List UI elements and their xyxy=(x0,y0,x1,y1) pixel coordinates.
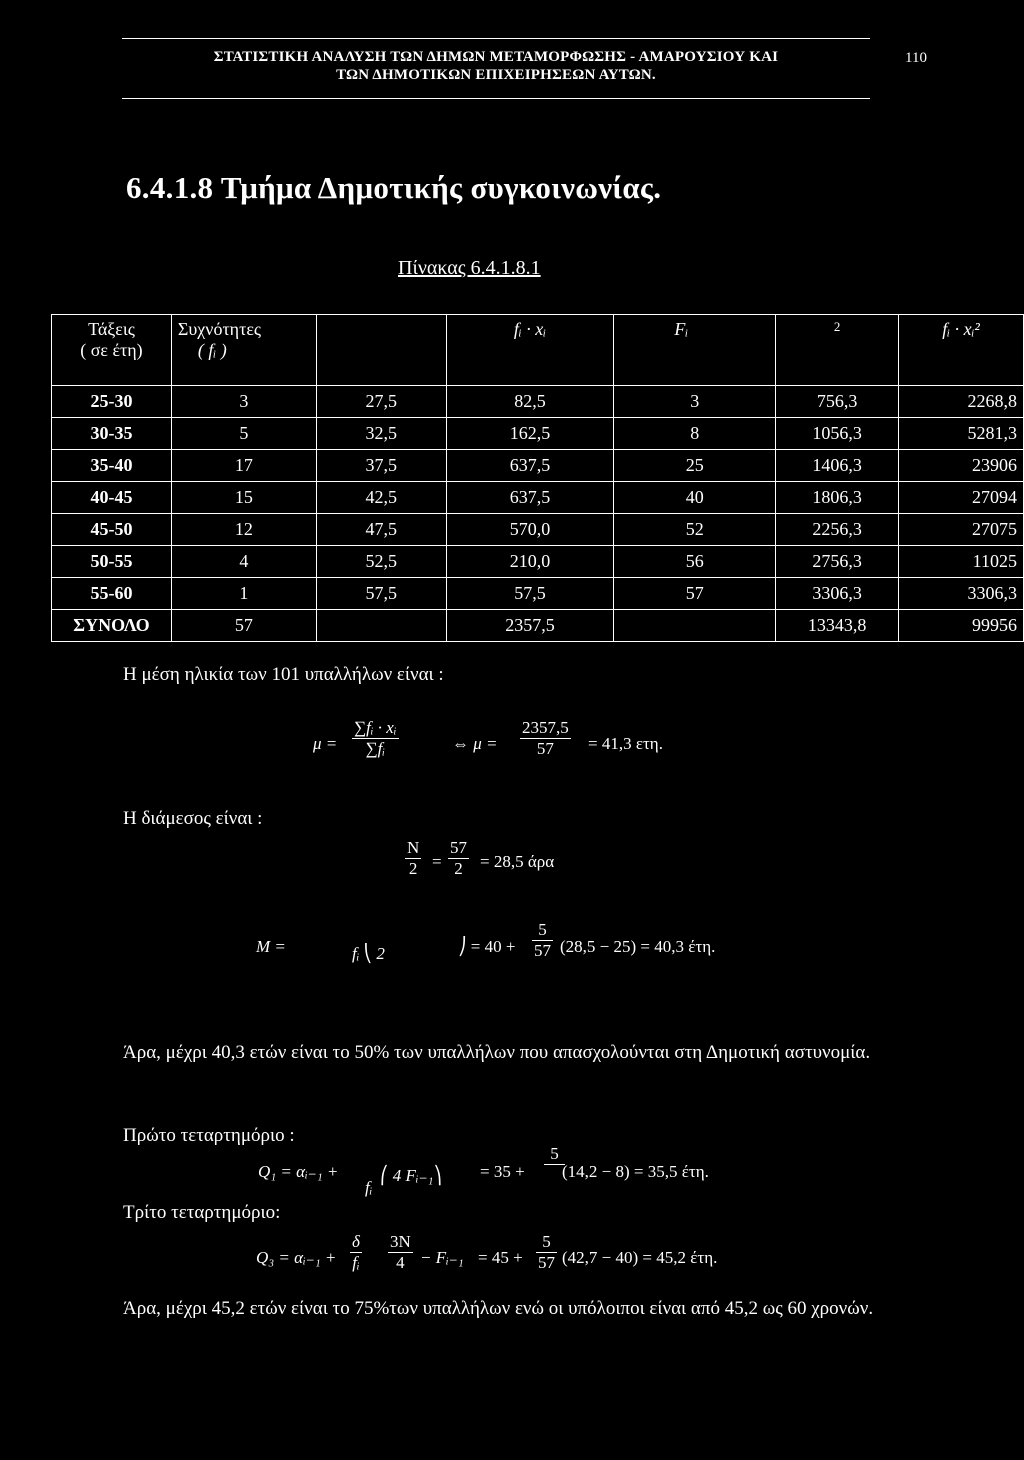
page-number: 110 xyxy=(905,50,927,66)
cell-frequency: 15 xyxy=(171,482,316,514)
cell-fx2: 3306,3 xyxy=(899,578,1024,610)
cell-midpoint: 37,5 xyxy=(316,450,446,482)
q3-fraction-den: 57 xyxy=(538,1253,555,1272)
median-half-eq: = xyxy=(432,852,442,871)
cell-cumulative: 40 xyxy=(614,482,776,514)
frequency-table xyxy=(51,314,1024,642)
cell-fx: 82,5 xyxy=(446,386,614,418)
cell-fx2: 5281,3 xyxy=(899,418,1024,450)
mean-numerator: ∑fᵢ · xᵢ xyxy=(354,718,397,737)
total-cumulative xyxy=(614,610,776,642)
mean-iff: ⇔ μ = xyxy=(452,734,498,753)
cell-frequency: 3 xyxy=(171,386,316,418)
table-row xyxy=(52,450,1024,482)
cell-class: 30-35 xyxy=(52,418,172,450)
header-squared: 2 xyxy=(776,315,899,386)
cell-fx2: 27094 xyxy=(899,482,1024,514)
cell-midpoint: 47,5 xyxy=(316,514,446,546)
cell-frequency: 17 xyxy=(171,450,316,482)
cell-class: 25-30 xyxy=(52,386,172,418)
q3-lhs: Q₃ = αᵢ₋₁ + xyxy=(256,1248,337,1267)
cell-midpoint: 27,5 xyxy=(316,386,446,418)
cell-frequency: 1 xyxy=(171,578,316,610)
quartile-conclusion: Άρα, μέχρι 45,2 ετών είναι το 75%των υπαλλήλων ενώ οι υπόλοιποι είναι από 45,2 ως 60 χρονών. xyxy=(123,1298,874,1319)
q3-intro: Τρίτο τεταρτημόριο: xyxy=(123,1202,281,1223)
q3-delta-den: fᵢ xyxy=(352,1253,360,1272)
header-fx: fᵢ · xᵢ xyxy=(446,315,614,386)
header-midpoint xyxy=(316,315,446,386)
header-cumulative: Fᵢ xyxy=(614,315,776,386)
median-half-value-den: 2 xyxy=(454,859,463,878)
q3-inner-den: 4 xyxy=(396,1253,405,1272)
total-squared: 13343,8 xyxy=(776,610,899,642)
median-fraction-den: 57 xyxy=(534,941,551,960)
total-frequency: 57 xyxy=(171,610,316,642)
table-body xyxy=(52,386,1024,642)
cell-fx: 162,5 xyxy=(446,418,614,450)
cell-frequency: 12 xyxy=(171,514,316,546)
q1-den-sym: fᵢ xyxy=(365,1178,373,1197)
table-row xyxy=(52,482,1024,514)
median-half-n-den: 2 xyxy=(408,859,418,878)
q3-fraction xyxy=(536,1232,557,1273)
mean-result: = 41,3 ετη. xyxy=(588,734,663,753)
cell-cumulative: 3 xyxy=(614,386,776,418)
median-fraction-num: 5 xyxy=(532,920,553,941)
header-top-rule xyxy=(122,38,870,39)
q3-tail: (42,7 − 40) = 45,2 έτη. xyxy=(562,1248,718,1267)
cell-cumulative: 8 xyxy=(614,418,776,450)
header-fx2: fᵢ · xᵢ² xyxy=(899,315,1024,386)
median-M-label: M = xyxy=(256,937,286,956)
mean-mu-label: μ = xyxy=(313,734,338,753)
total-fx2: 99956 xyxy=(899,610,1024,642)
total-label: ΣΥΝΟΛΟ xyxy=(52,610,172,642)
median-half-n xyxy=(405,838,421,879)
median-half-n-num: N xyxy=(407,838,420,857)
cell-midpoint: 52,5 xyxy=(316,546,446,578)
q1-middle: ⎛ 4 Fᵢ₋₁⎞ xyxy=(380,1166,442,1185)
cell-frequency: 5 xyxy=(171,418,316,450)
table-caption: Πίνακας 6.4.1.8.1 xyxy=(398,257,541,279)
cell-midpoint: 42,5 xyxy=(316,482,446,514)
cell-squared: 1056,3 xyxy=(776,418,899,450)
cell-fx: 637,5 xyxy=(446,482,614,514)
cell-fx2: 11025 xyxy=(899,546,1024,578)
header-classes xyxy=(52,315,172,386)
running-header-line2: ΤΩΝ ΔΗΜΟΤΙΚΩΝ ΕΠΙΧΕΙΡΗΣΕΩΝ ΑΥΤΩΝ. xyxy=(336,67,656,83)
total-midpoint xyxy=(316,610,446,642)
cell-squared: 2256,3 xyxy=(776,514,899,546)
header-frequency xyxy=(171,315,316,386)
mean-fraction xyxy=(352,718,399,759)
q1-intro: Πρώτο τεταρτημόριο : xyxy=(123,1125,295,1146)
cell-squared: 3306,3 xyxy=(776,578,899,610)
q3-delta-fraction xyxy=(350,1232,362,1273)
cell-squared: 1406,3 xyxy=(776,450,899,482)
section-title: 6.4.1.8 Τμήμα Δημοτικής συγκοινωνίας. xyxy=(126,170,662,205)
q3-rhs: = 45 + xyxy=(478,1248,523,1267)
running-header-line1: ΣΤΑΤΙΣΤΙΚΗ ΑΝΑΛΥΣΗ ΤΩΝ ΔΗΜΩΝ ΜΕΤΑΜΟΡΦΩΣΗΣ - ΑΜΑΡΟΥΣΙΟΥ ΚΑΙ xyxy=(213,49,779,65)
table-row xyxy=(52,386,1024,418)
cell-midpoint: 32,5 xyxy=(316,418,446,450)
table-total-row xyxy=(52,610,1024,642)
table-row xyxy=(52,546,1024,578)
cell-class: 45-50 xyxy=(52,514,172,546)
median-half-result: = 28,5 άρα xyxy=(480,852,555,871)
total-fx: 2357,5 xyxy=(446,610,614,642)
cell-fx: 637,5 xyxy=(446,450,614,482)
q3-fraction-num: 5 xyxy=(536,1232,557,1253)
cell-cumulative: 56 xyxy=(614,546,776,578)
cell-class: 35-40 xyxy=(52,450,172,482)
q3-inner-num: 3N xyxy=(390,1232,411,1251)
mean-value-denominator: 57 xyxy=(536,739,554,758)
cell-fx: 210,0 xyxy=(446,546,614,578)
header-classes-label: Τάξεις xyxy=(88,319,135,339)
q1-rhs: = 35 + xyxy=(480,1162,525,1181)
q3-inner-tail: − Fᵢ₋₁ xyxy=(420,1248,464,1267)
cell-squared: 1806,3 xyxy=(776,482,899,514)
cell-fx2: 2268,8 xyxy=(899,386,1024,418)
cell-class: 50-55 xyxy=(52,546,172,578)
median-fraction xyxy=(532,920,553,961)
median-formula-right: ⎠ = 40 + xyxy=(458,937,516,956)
q3-delta-num: δ xyxy=(352,1232,360,1251)
median-intro: Η διάμεσος είναι : xyxy=(123,808,263,829)
table-row xyxy=(52,418,1024,450)
cell-class: 40-45 xyxy=(52,482,172,514)
q3-inner-fraction xyxy=(388,1232,413,1273)
header-frequency-symbol: ( fᵢ ) xyxy=(197,340,227,360)
mean-value-fraction xyxy=(520,718,571,759)
mean-value-numerator: 2357,5 xyxy=(522,718,569,737)
cell-fx2: 27075 xyxy=(899,514,1024,546)
header-frequency-label: Συχνότητες xyxy=(177,319,262,339)
cell-frequency: 4 xyxy=(171,546,316,578)
median-formula-left: fᵢ ⎝ 2 xyxy=(352,944,385,963)
cell-squared: 756,3 xyxy=(776,386,899,418)
cell-fx: 57,5 xyxy=(446,578,614,610)
cell-midpoint: 57,5 xyxy=(316,578,446,610)
table-row xyxy=(52,578,1024,610)
header-classes-unit: ( σε έτη) xyxy=(80,340,143,360)
table-row xyxy=(52,514,1024,546)
table-header-row xyxy=(52,315,1024,386)
median-half-value-num: 57 xyxy=(450,838,467,857)
mean-denominator: ∑fᵢ xyxy=(365,739,386,758)
mean-intro: Η μέση ηλικία των 101 υπαλλήλων είναι : xyxy=(123,664,444,685)
header-bottom-rule xyxy=(122,98,870,99)
cell-squared: 2756,3 xyxy=(776,546,899,578)
cell-cumulative: 52 xyxy=(614,514,776,546)
q1-lhs: Q₁ = αᵢ₋₁ + xyxy=(258,1162,339,1181)
cell-cumulative: 57 xyxy=(614,578,776,610)
q1-tail: (14,2 − 8) = 35,5 έτη. xyxy=(562,1162,709,1181)
median-formula-tail: (28,5 − 25) = 40,3 έτη. xyxy=(560,937,716,956)
median-half-value xyxy=(448,838,469,879)
median-conclusion: Άρα, μέχρι 40,3 ετών είναι το 50% των υπαλλήλων που απασχολούνται στη Δημοτική αστυνομία. xyxy=(123,1042,871,1063)
q1-fraction-num: 5 xyxy=(544,1144,565,1165)
cell-fx2: 23906 xyxy=(899,450,1024,482)
cell-fx: 570,0 xyxy=(446,514,614,546)
cell-class: 55-60 xyxy=(52,578,172,610)
cell-cumulative: 25 xyxy=(614,450,776,482)
